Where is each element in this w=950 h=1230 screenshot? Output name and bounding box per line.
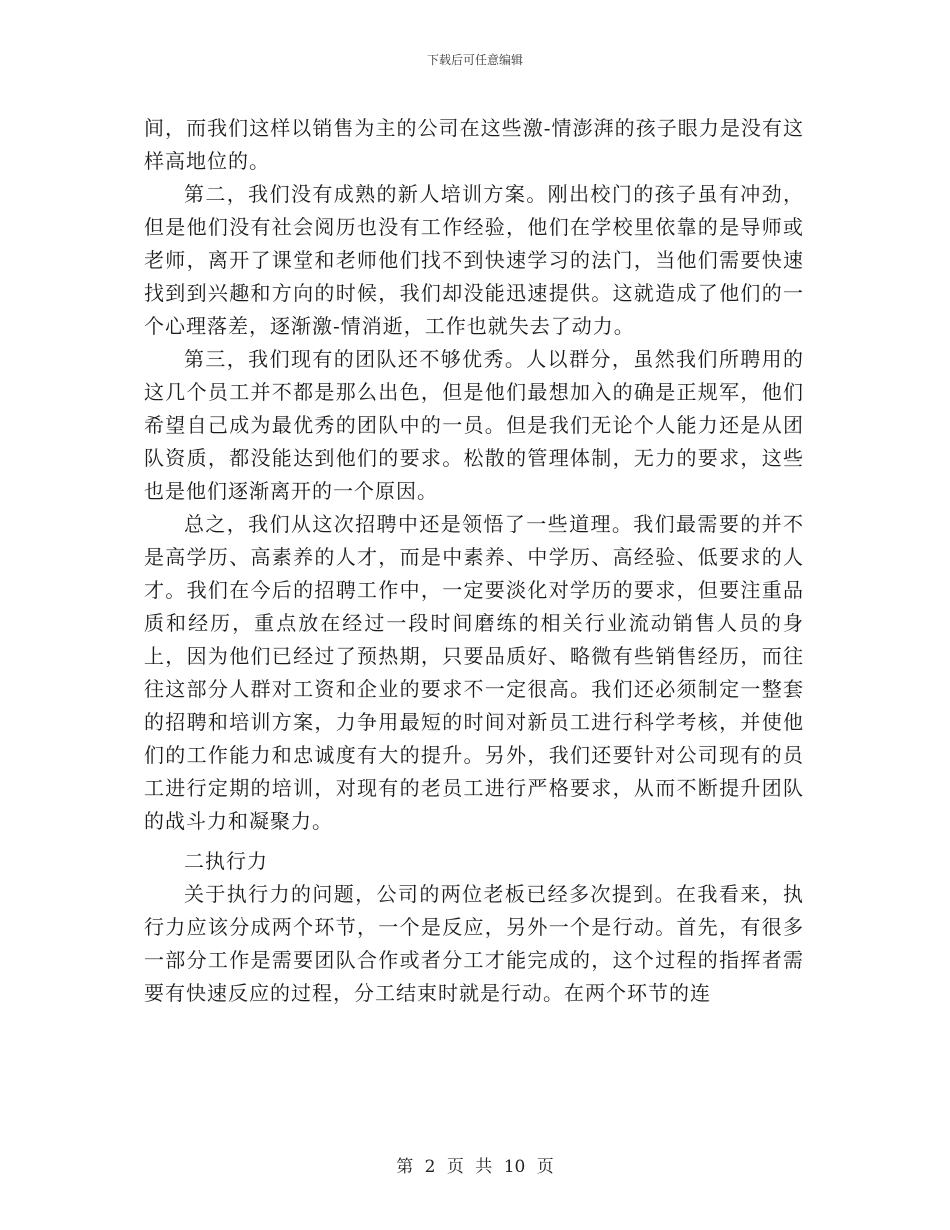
page-header: 下载后可任意编辑 bbox=[426, 53, 523, 67]
paragraph-second-point: 第二，我们没有成熟的新人培训方案。刚出校门的孩子虽有冲劲，但是他们没有社会阅历也没有工作经验，他们在学校里依靠的是导师或老师，离开了课堂和老师他们找不到快速学习的法门，当他们需要快速找到到兴趣和方向的时候，我们却没能迅速提供。这就造成了他们的一个心理落差，逐渐激-情消逝，工作也就失去了动力。 bbox=[144, 182, 804, 338]
paragraph-third-point: 第三，我们现有的团队还不够优秀。人以群分，虽然我们所聘用的这几个员工并不都是那么出色，但是他们最想加入的确是正规军，他们希望自己成为最优秀的团队中的一员。但是我们无论个人能力还是从团队资质，都没能达到他们的要求。松散的管理体制，无力的要求，这些也是他们逐渐离开的一个原因。 bbox=[144, 347, 804, 503]
paragraph-continuation: 间，而我们这样以销售为主的公司在这些激-情澎湃的孩子眼力是没有这样高地位的。 bbox=[144, 116, 804, 173]
section-heading-execution: 二执行力 bbox=[184, 849, 268, 873]
paragraph-summary: 总之，我们从这次招聘中还是领悟了一些道理。我们最需要的并不是高学历、高素养的人才，而是中素养、中学历、高经验、低要求的人才。我们在今后的招聘工作中，一定要淡化对学历的要求，但要注重品质和经历，重点放在经过一段时间磨练的相关行业流动销售人员的身上，因为他们已经过了预热期，只要品质好、略微有些销售经历，而往往这部分人群对工资和企业的要求不一定很高。我们还必须制定一整套的招聘和培训方案，力争用最短的时间对新员工进行科学考核，并使他们的工作能力和忠诚度有大的提升。另外，我们还要针对公司现有的员工进行定期的培训，对现有的老员工进行严格要求，从而不断提升团队的战斗力和凝聚力。 bbox=[144, 512, 804, 833]
paragraph-execution: 关于执行力的问题，公司的两位老板已经多次提到。在我看来，执行力应该分成两个环节，一个是反应，另外一个是行动。首先，有很多一部分工作是需要团队合作或者分工才能完成的，这个过程的指挥者需要有快速反应的过程，分工结束时就是行动。在两个环节的连 bbox=[144, 882, 804, 1005]
document-body bbox=[144, 112, 804, 1010]
page-number-footer: 第 2 页 共 10 页 bbox=[396, 1157, 554, 1177]
